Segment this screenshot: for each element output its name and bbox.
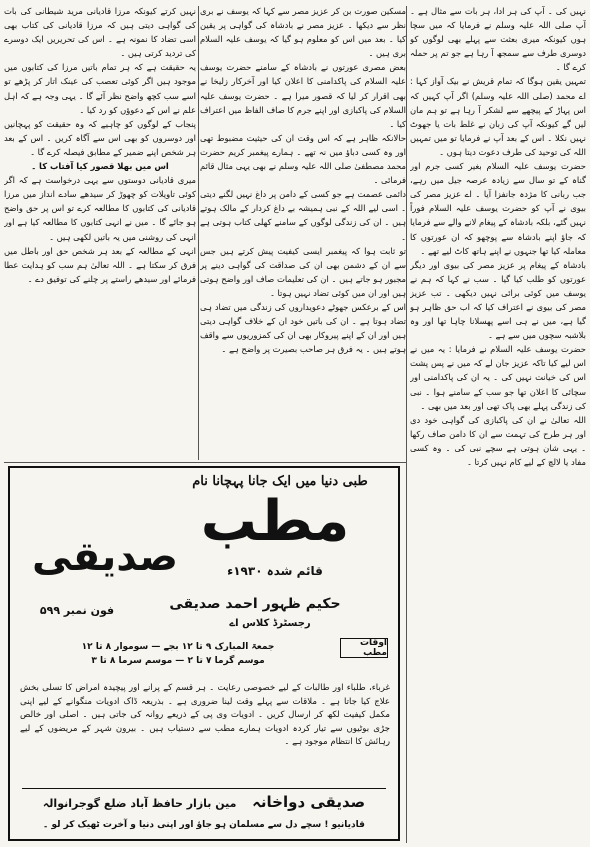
paragraph: اس میں بھلا قصور کیا آفتاب کا ۔ [31, 161, 169, 172]
ad-doctor-name: حکیم ظہور احمد صدیقی [169, 596, 341, 612]
ad-address: مین بازار حافظ آباد ضلع گوجرانوالہ [42, 797, 237, 810]
ad-hours [22, 640, 334, 668]
article-column-right [410, 4, 586, 843]
ad-body-text: غرباء، طلباء اور طالبات کے لیے خصوصی رعایت ۔ ہر قسم کے پرانے اور پیچیدہ امراض کا تسلی بخش علاج کیا جاتا ہے ۔ ملاقات سے پہلے وقت لینا ضروری ہے ۔ بذریعہ ڈاک ادویات منگوانے کے لیے اپنی مکمل کیفیت لکھ کر ارسال کریں ۔ ادویات وی پی کے ذریعے روانہ کی جاتی ہیں ۔ اصلی اور خالص جڑی بوٹیوں سے تیار کردہ ادویات ہمارے مطب سے دستیاب ہیں ۔ بیرون شہر کے مریضوں کے لیے رہائش کا انتظام موجود ہے ۔ [20, 683, 390, 747]
paragraph: مسکین صورت بن کر عزیز مصر سے کہا کہ یوسف نے بری نظر سے دیکھا ۔ عزیز مصر نے بادشاہ کی گواہی پر یقین کیا ۔ بعد میں اس کو معلوم ہو گیا کہ یوسف علیہ السلام بری ہیں ۔ [200, 6, 406, 59]
ad-hours-line: جمعۃ المبارک ۹ تا ۱۲ بجے — سوموار ۸ تا ۱۲ [81, 642, 275, 652]
paragraph: حالانکہ ظاہر ہے کہ اس وقت ان کی حیثیت مضبوط تھی اور وہ کسی دباؤ میں نہ تھے ۔ ہمارے پیغمبر کریم حضرت محمد مصطفیٰ صلی اللہ علیہ وسلم نے بھی یہی مثال قائم فرمائی ۔ [200, 132, 406, 186]
paragraph: نہیں کرتے کیونکہ مرزا قادیانی مرید شیطانی کی بات کی گواہی دیتی ہیں کہ مرزا قادیانی کی کتاب بھی اسی تضاد کا نمونہ ہے ۔ اس کی تحریریں ایک دوسرے کی تردید کرتی ہیں ۔ [4, 6, 196, 59]
paragraph: بادشاہ کے پیغام پر عزیز مصر کی بیوی اور دیگر عورتوں کو طلب کیا گیا ۔ سب نے کہا کہ ہم نے یوسف میں کوئی برائی نہیں دیکھی ۔ تب عزیز مصر کی بیوی نے اعتراف کیا کہ اب حق ظاہر ہو گیا ہے، میں نے ہی اسے پھسلانا چاہا تھا اور وہ بلاشبہ سچوں میں سے ہے ۔ [410, 259, 586, 341]
ad-clinic-name: صدیقی دواخانہ [252, 793, 366, 811]
section-divider [4, 462, 406, 463]
paragraph: اللہ تعالیٰ نے ان کی پاکبازی کی گواہی خود دی اور ہر طرح کی تہمت سے ان کا دامن صاف رکھا ۔ یہی شان ہوتی ہے سچے نبی کی ۔ وہ کسی مفاد یا لالچ کے لیے کام نہیں کرتا ۔ [410, 414, 586, 467]
paragraph: حضرت یوسف علیہ السلام بغیر کسی جرم اور گناہ کے تو سال سے زیادہ عرصہ جیل میں رہے، جب ربانی کا مژدہ جانفزا آیا ۔ اے عزیز مصر کی بیوی نے آپ کو حضرت یوسف علیہ السلام فوراً نہیں گئے، بلکہ بادشاہ کے پیغام لانے والے سے فرمایا کہ جاؤ اپنے بادشاہ سے پوچھو کہ ان عورتوں کا معاملہ کیا تھا جنہوں نے اپنے ہاتھ کاٹ لیے تھے ۔ [410, 161, 586, 256]
clinic-advertisement [8, 466, 400, 841]
ad-slogan: قادیانیو ! سچے دل سے مسلمان ہو جاؤ اور اپنی دنیا و آخرت ٹھیک کر لو ۔ [43, 820, 365, 830]
ad-tagline: طبی دنیا میں ایک جانا پہچانا نام [192, 474, 368, 489]
paragraph: انہی کے مطالعہ کے بعد ہر شخص حق اور باطل میں فرق کر سکتا ہے ۔ اللہ تعالیٰ ہم سب کو ہدایت عطا فرمائے اور سیدھے راستے پر چلنے کی توفیق دے ۔ [4, 245, 196, 284]
column-divider [198, 6, 199, 460]
ad-footer [22, 788, 386, 811]
ad-registration: رجسٹرڈ کلاس اے [229, 618, 311, 629]
paragraph: حضرت یوسف علیہ السلام نے فرمایا : یہ میں نے اس لیے کیا تاکہ عزیز جان لے کہ میں نے پس پشت اس کی خیانت نہیں کی ۔ یہ ان کی پاکدامنی اور سچائی کا اعلان تھا جو سب کے سامنے ہوا ۔ نبی کی زندگی پہلے بھی پاک تھی اور بعد میں بھی ۔ [410, 344, 586, 411]
paragraph: نہیں کی ۔ آپ کی ہر ادا، ہر بات سے مثال ہے ۔ آپ صلی اللہ علیہ وسلم نے فرمایا کہ میں سچا ہوں کیونکہ میری بعثت سے پہلے بھی لوگوں کو دوسری طرف سے سمجھ آ رہا ہے جو تم پر حملہ کرے گا ۔ [410, 6, 586, 73]
ad-title-matab: مطب [200, 489, 350, 554]
column-divider [406, 6, 407, 843]
paragraph: تمہیں یقین ہوگا کہ تمام قریش نے بیک آواز کہا : اے محمد (صلی اللہ علیہ وسلم) اگر آپ کہیں کہ اس پہاڑ کے پیچھے سے لشکر آ رہا ہے تو ہم مان لیں گے کیونکہ آپ کی زبان نے غلط بات یا جھوٹ نہیں نکلا ۔ اس کے بعد آپ نے فرمایا تو میں تمہیں اللہ کی توحید کی طرف دعوت دیتا ہوں ۔ [410, 76, 586, 157]
paragraph: اس کے برعکس جھوٹے دعویداروں کی زندگی میں تضاد ہی تضاد ہوتا ہے ۔ ان کی باتیں خود ان کے خلاف گواہی دیتی ہیں اور ان کے اپنے پیروکار بھی ان کی کمزوریوں سے واقف ہوتے ہیں ۔ یہ فرق ہر صاحب بصیرت پر واضح ہے ۔ [200, 301, 406, 355]
paragraph: بعض مصری عورتوں نے بادشاہ کے سامنے حضرت یوسف علیہ السلام کی پاکدامنی کا اعلان کیا اور آخرکار زلیخا نے بھی اقرار کر لیا کہ قصور میرا ہے ۔ حضرت یوسف علیہ السلام کی پاکبازی اور اپنے جرم کا صاف الفاظ میں اعتراف کیا ۔ [200, 62, 406, 129]
article-column-middle [200, 4, 406, 460]
article-column-left [4, 4, 196, 460]
ad-phone: فون نمبر ۵۹۹ [39, 604, 115, 617]
ad-title-siddiqui: صدیقی [31, 534, 179, 580]
ad-hours-line: موسم گرما ۷ تا ۲ — موسم سرما ۸ تا ۳ [91, 656, 265, 666]
ad-established: قائم شدہ ۱۹۳۰ء [227, 564, 323, 578]
paragraph: یہ حقیقت ہے کہ ہر تمام باتیں مرزا کی کتابوں میں موجود ہیں اگر کوئی تعصب کی عینک اتار کر پڑھے تو اسے سب کچھ واضح نظر آئے گا ۔ یہی وجہ ہے کہ اہل علم نے اس کے دعوؤں کو رد کیا ۔ [4, 62, 196, 115]
paragraph: دائمی عصمت ہے جو کسی کے دامن پر داغ نہیں لگنے دیتی ۔ اسی لیے اللہ کے نبی ہمیشہ بے داغ کردار کے مالک ہوتے ہیں ۔ ان کی زندگی لوگوں کے سامنے کھلی کتاب ہوتی ہے ۔ [200, 189, 406, 242]
paragraph: پنجاب کے لوگوں کو چاہیے کہ وہ حقیقت کو پہچانیں اور دوسروں کو بھی اس سے آگاہ کریں ۔ اس کے بعد ہر شخص اپنے ضمیر کے مطابق فیصلہ کرے گا ۔ [4, 118, 196, 157]
ad-hours-label: اوقات مطب [340, 638, 388, 658]
newspaper-page [4, 4, 586, 843]
paragraph: تو ثابت ہوا کہ پیغمبر ایسی کیفیت پیش کرتے ہیں جس سے ان کے دشمن بھی ان کی صداقت کی گواہی دینے پر مجبور ہو جاتے ہیں ۔ ان کی تعلیمات صاف اور واضح ہوتی ہیں اور ان میں کوئی تضاد نہیں ہوتا ۔ [200, 245, 406, 298]
paragraph: میری قادیانی دوستوں سے یہی درخواست ہے کہ اگر کوئی تاویلات کو چھوڑ کر سیدھے سادے انداز میں مرزا قادیانی کی کتابوں کا مطالعہ کرے تو اس پر حق واضح ہو جائے گا ۔ میں نے انہی کتابوں کا مطالعہ کیا ہے اور انہی کی روشنی میں یہ باتیں لکھی ہیں ۔ [4, 175, 196, 242]
